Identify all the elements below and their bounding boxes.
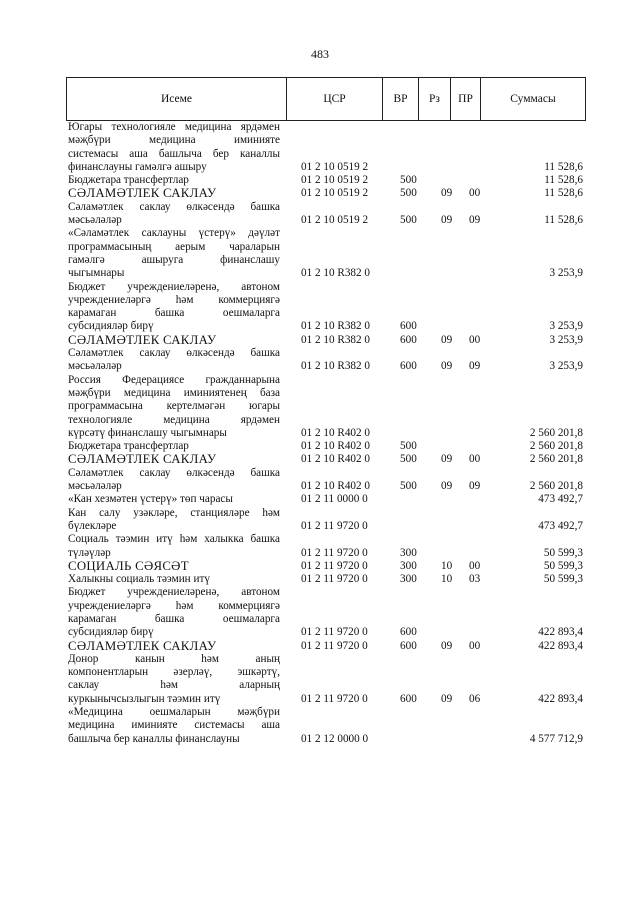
row-name-line: Россия Федерациясе гражданнарына [68,373,280,386]
row-csr: 01 2 10 R402 0 [301,453,370,466]
row-name [68,586,280,639]
row-name-line: Сәламәтлек саклау өлкәсендә башка [68,200,280,213]
row-csr: 01 2 10 0519 2 [301,214,369,227]
table-row [0,440,640,453]
row-vr: 600 [400,692,417,705]
row-pr: 00 [469,333,481,346]
row-csr: 01 2 10 R382 0 [301,267,370,280]
row-sum: 2 560 201,8 [529,426,583,439]
table-row [0,706,640,746]
row-name-line: Сәламәтлек саклау өлкәсендә башка [68,466,280,479]
row-name-line: башлыча бер каналлы финанслауны [68,732,240,745]
row-name [68,560,280,573]
row-csr: 01 2 10 R382 0 [301,333,370,346]
row-name-line: учреждениеләргә һәм коммерциягә [68,293,280,306]
header-name: Исеме [67,78,287,120]
row-name-line: СӘЛАМӘТЛЕК САКЛАУ [68,638,217,653]
row-name-line: Сәламәтлек саклау өлкәсендә башка [68,347,280,360]
row-sum: 11 528,6 [544,187,583,200]
row-sum: 3 253,9 [549,333,583,346]
row-vr: 500 [400,440,417,453]
header-sum: Суммасы [510,93,556,105]
table-row [0,334,640,347]
row-name-line: мәҗбүри медицина иминияте [68,134,280,147]
row-sum: 422 893,4 [538,626,583,639]
table-row [0,533,640,560]
row-csr: 01 2 10 0519 2 [301,174,369,187]
row-csr: 01 2 11 0000 0 [301,493,368,506]
row-sum: 2 560 201,8 [529,440,583,453]
row-csr: 01 2 10 R402 0 [301,440,370,453]
row-name-line: гамәлгә ашыруга финанслашу [68,253,280,266]
row-name-line: карамаган башка оешмаларга [68,307,280,320]
row-name [68,493,280,506]
row-sum: 422 893,4 [538,639,583,652]
row-sum: 473 492,7 [538,519,583,532]
row-name-line: компонентларын әзерләү, эшкәртү, [68,666,280,679]
table-row [0,281,640,334]
row-csr: 01 2 12 0000 0 [301,732,369,745]
row-name-line: Социаль тәэмин итү һәм халыкка башка [68,533,280,546]
row-csr: 01 2 11 9720 0 [301,559,368,572]
row-name-line: СӘЛАМӘТЛЕК САКЛАУ [68,452,217,467]
row-name-line: мәсьәләләр [68,214,122,227]
row-name-line: программасына кертелмәгән югары [68,400,280,413]
row-pr: 00 [469,559,481,572]
row-name-line: Бюджет учреждениеләренә, автоном [68,280,280,293]
row-rz: 09 [441,187,453,200]
row-sum: 473 492,7 [538,493,583,506]
row-name-line: финанслауны гамәлгә ашыру [68,160,207,173]
table-row [0,187,640,200]
table-row [0,374,640,440]
row-name-line: саклау һәм аларның [68,679,280,692]
row-csr: 01 2 10 0519 2 [301,187,369,200]
row-vr: 500 [400,187,417,200]
row-name [68,187,280,200]
row-vr: 600 [400,333,417,346]
row-name [68,467,280,494]
row-vr: 500 [400,453,417,466]
row-pr: 09 [469,214,481,227]
row-sum: 50 599,3 [543,573,583,586]
row-rz: 09 [441,480,453,493]
row-sum: 50 599,3 [543,559,583,572]
row-sum: 2 560 201,8 [529,480,583,493]
table-header [66,77,586,121]
row-name-line: Донор канын һәм аның [68,652,280,665]
row-name-line: СОЦИАЛЬ СӘЯСӘТ [68,558,189,573]
row-name [68,653,280,706]
table-row [0,201,640,228]
row-name-line: түләүләр [68,546,111,559]
row-name-line: СӘЛАМӘТЛЕК САКЛАУ [68,186,217,201]
row-name [68,281,280,334]
page-number: 483 [311,47,329,61]
row-name [68,640,280,653]
table-row [0,653,640,706]
table-row [0,560,640,573]
table-row [0,121,640,174]
row-name [68,227,280,280]
row-name-line: медицина иминияте системасы аша [68,719,280,732]
row-csr: 01 2 11 9720 0 [301,692,368,705]
row-vr: 600 [400,626,417,639]
row-sum: 3 253,9 [549,360,583,373]
table-row [0,640,640,653]
row-name-line: системасы аша башлыча бер каналлы [68,147,280,160]
row-name [68,374,280,440]
row-name-line: куркынычсызлыгын тәэмин итү [68,692,221,705]
row-pr: 09 [469,360,481,373]
table-row [0,453,640,466]
table-row [0,573,640,586]
table-row [0,507,640,534]
table-row [0,347,640,374]
header-csr: ЦСР [287,78,383,120]
row-name-line: Бюджетара трансфертлар [68,440,189,453]
row-name-line: күрсәтү финанслашу чыгымнары [68,426,227,439]
row-sum: 11 528,6 [544,160,583,173]
row-pr: 00 [469,639,481,652]
row-pr: 09 [469,480,481,493]
row-name-line: «Сәламәтлек саклауны үстерү» дәүләт [68,227,280,240]
row-vr: 600 [400,320,417,333]
row-sum: 2 560 201,8 [529,453,583,466]
row-rz: 10 [441,559,453,572]
row-pr: 00 [469,453,481,466]
row-name-line: мәсьәләләр [68,360,122,373]
row-name [68,174,280,187]
table-row [0,586,640,639]
row-name [68,453,280,466]
row-vr: 600 [400,360,417,373]
row-vr: 500 [400,174,417,187]
row-csr: 01 2 10 0519 2 [301,160,369,173]
row-name [68,440,280,453]
row-name-line: программасының аерым чараларын [68,240,280,253]
header-vr: ВР [383,78,419,120]
row-rz: 09 [441,360,453,373]
row-name-line: субсидияләр бирү [68,320,154,333]
table-body [0,121,640,746]
table-row [0,467,640,494]
row-csr: 01 2 11 9720 0 [301,626,368,639]
row-name-line: карамаган башка оешмаларга [68,612,280,625]
row-name-line: учреждениеләргә һәм коммерциягә [68,599,280,612]
row-name [68,201,280,228]
row-rz: 10 [441,573,453,586]
row-name-line: Югары технологияле медицина ярдәмен [68,121,280,133]
row-vr: 300 [400,573,417,586]
table-row [0,174,640,187]
row-rz: 09 [441,453,453,466]
row-rz: 09 [441,333,453,346]
row-vr: 500 [400,214,417,227]
row-name [68,334,280,347]
row-csr: 01 2 11 9720 0 [301,573,368,586]
row-sum: 50 599,3 [543,546,583,559]
row-rz: 09 [441,639,453,652]
row-rz: 09 [441,692,453,705]
row-vr: 300 [400,559,417,572]
row-sum: 422 893,4 [538,692,583,705]
row-csr: 01 2 11 9720 0 [301,519,368,532]
row-vr: 500 [400,480,417,493]
row-csr: 01 2 11 9720 0 [301,546,368,559]
row-name-line: «Кан хезмәтен үстерү» төп чарасы [68,493,233,506]
row-sum: 3 253,9 [549,267,583,280]
row-name [68,121,280,174]
row-name-line: мәҗбүри медицина иминиятенең база [68,386,280,399]
row-name [68,533,280,560]
table-row [0,227,640,280]
row-name-line: бүлекләре [68,519,117,532]
row-name-line: чыгымнары [68,267,125,280]
row-name-line: мәсьәләләр [68,480,122,493]
row-name [68,347,280,374]
row-name-line: Халыкны социаль тәэмин итү [68,573,210,586]
row-name [68,573,280,586]
row-name-line: Бюджетара трансфертлар [68,174,189,187]
row-sum: 11 528,6 [544,174,583,187]
row-vr: 300 [400,546,417,559]
row-rz: 09 [441,214,453,227]
row-name-line: Бюджет учреждениеләренә, автоном [68,586,280,599]
row-sum: 4 577 712,9 [529,732,583,745]
row-csr: 01 2 10 R402 0 [301,480,370,493]
row-csr: 01 2 10 R382 0 [301,360,370,373]
row-pr: 00 [469,187,481,200]
table-row [0,493,640,506]
row-name-line: «Медицина оешмаларын мәҗбүри [68,706,280,719]
header-rz: Рз [419,78,451,120]
row-name [68,507,280,534]
row-csr: 01 2 10 R402 0 [301,426,370,439]
row-name-line: технологияле медицина ярдәмен [68,413,280,426]
row-vr: 600 [400,639,417,652]
row-pr: 03 [469,573,481,586]
row-pr: 06 [469,692,481,705]
row-csr: 01 2 10 R382 0 [301,320,370,333]
header-pr: ПР [451,78,481,120]
row-csr: 01 2 11 9720 0 [301,639,368,652]
row-name-line: субсидияләр бирү [68,626,154,639]
row-sum: 11 528,6 [544,214,583,227]
row-name-line: СӘЛАМӘТЛЕК САКЛАУ [68,332,217,347]
row-sum: 3 253,9 [549,320,583,333]
row-name-line: Кан салу узәкләре, станцияләре һәм [68,506,280,519]
row-name [68,706,280,746]
